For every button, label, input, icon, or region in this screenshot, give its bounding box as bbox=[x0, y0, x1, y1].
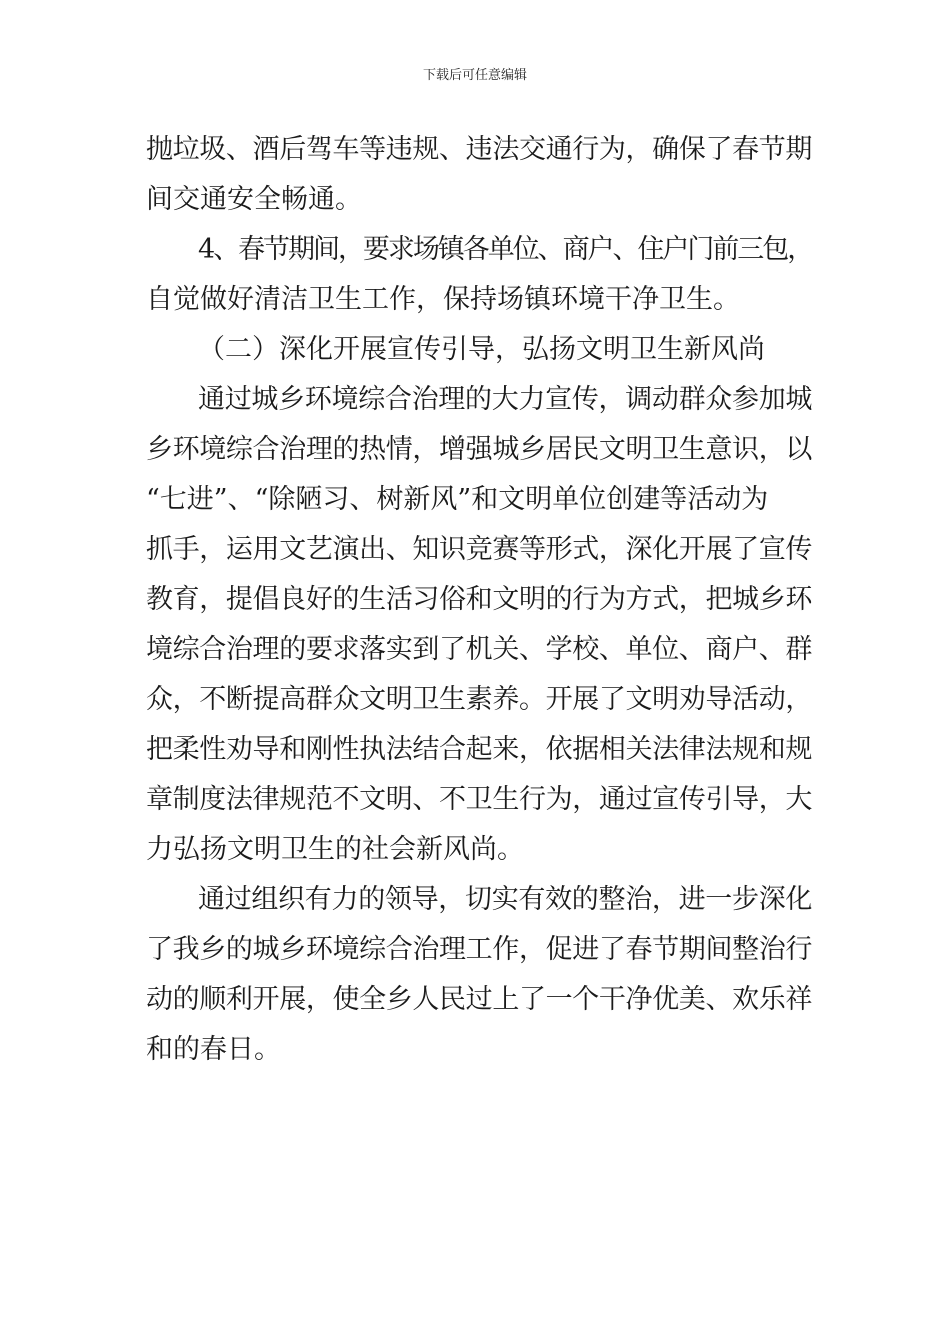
text-line: 众，不断提高群众文明卫生素养。开展了文明劝导活动， bbox=[146, 684, 812, 715]
text-line: 教育，提倡良好的生活习俗和文明的行为方式，把城乡环 bbox=[146, 584, 812, 615]
text-line: 境综合治理的要求落实到了机关、学校、单位、商户、群 bbox=[146, 634, 812, 665]
text-line: 和的春日。 bbox=[146, 1034, 281, 1065]
text-line: 自觉做好清洁卫生工作，保持场镇环境干净卫生。 bbox=[146, 284, 740, 315]
text-line: 间交通安全畅通。 bbox=[146, 184, 362, 215]
text-line: “七进”、“除陋习、树新风”和文明单位创建等活动为 bbox=[146, 484, 769, 515]
text-line: 把柔性劝导和刚性执法结合起来，依据相关法律法规和规 bbox=[146, 734, 812, 765]
text-line: 通过组织有力的领导，切实有效的整治，进一步深化 bbox=[198, 884, 813, 915]
text-line: 通过城乡环境综合治理的大力宣传，调动群众参加城 bbox=[198, 384, 813, 415]
text-line: 抛垃圾、酒后驾车等违规、违法交通行为，确保了春节期 bbox=[146, 134, 812, 165]
text-line: 了我乡的城乡环境综合治理工作，促进了春节期间整治行 bbox=[146, 934, 812, 965]
text-line: 动的顺利开展，使全乡人民过上了一个干净优美、欢乐祥 bbox=[146, 984, 812, 1015]
text-line: 乡环境综合治理的热情，增强城乡居民文明卫生意识，以 bbox=[146, 434, 812, 465]
text-line: 章制度法律规范不文明、不卫生行为，通过宣传引导，大 bbox=[146, 784, 812, 815]
text-line: 力弘扬文明卫生的社会新风尚。 bbox=[146, 834, 524, 865]
text-line: 4、春节期间，要求场镇各单位、商户、住户门前三包， bbox=[198, 234, 813, 265]
page-header: 下载后可任意编辑 bbox=[422, 68, 527, 83]
text-line: 抓手，运用文艺演出、知识竞赛等形式，深化开展了宣传 bbox=[146, 534, 812, 565]
section-heading: （二）深化开展宣传引导，弘扬文明卫生新风尚 bbox=[198, 334, 765, 365]
